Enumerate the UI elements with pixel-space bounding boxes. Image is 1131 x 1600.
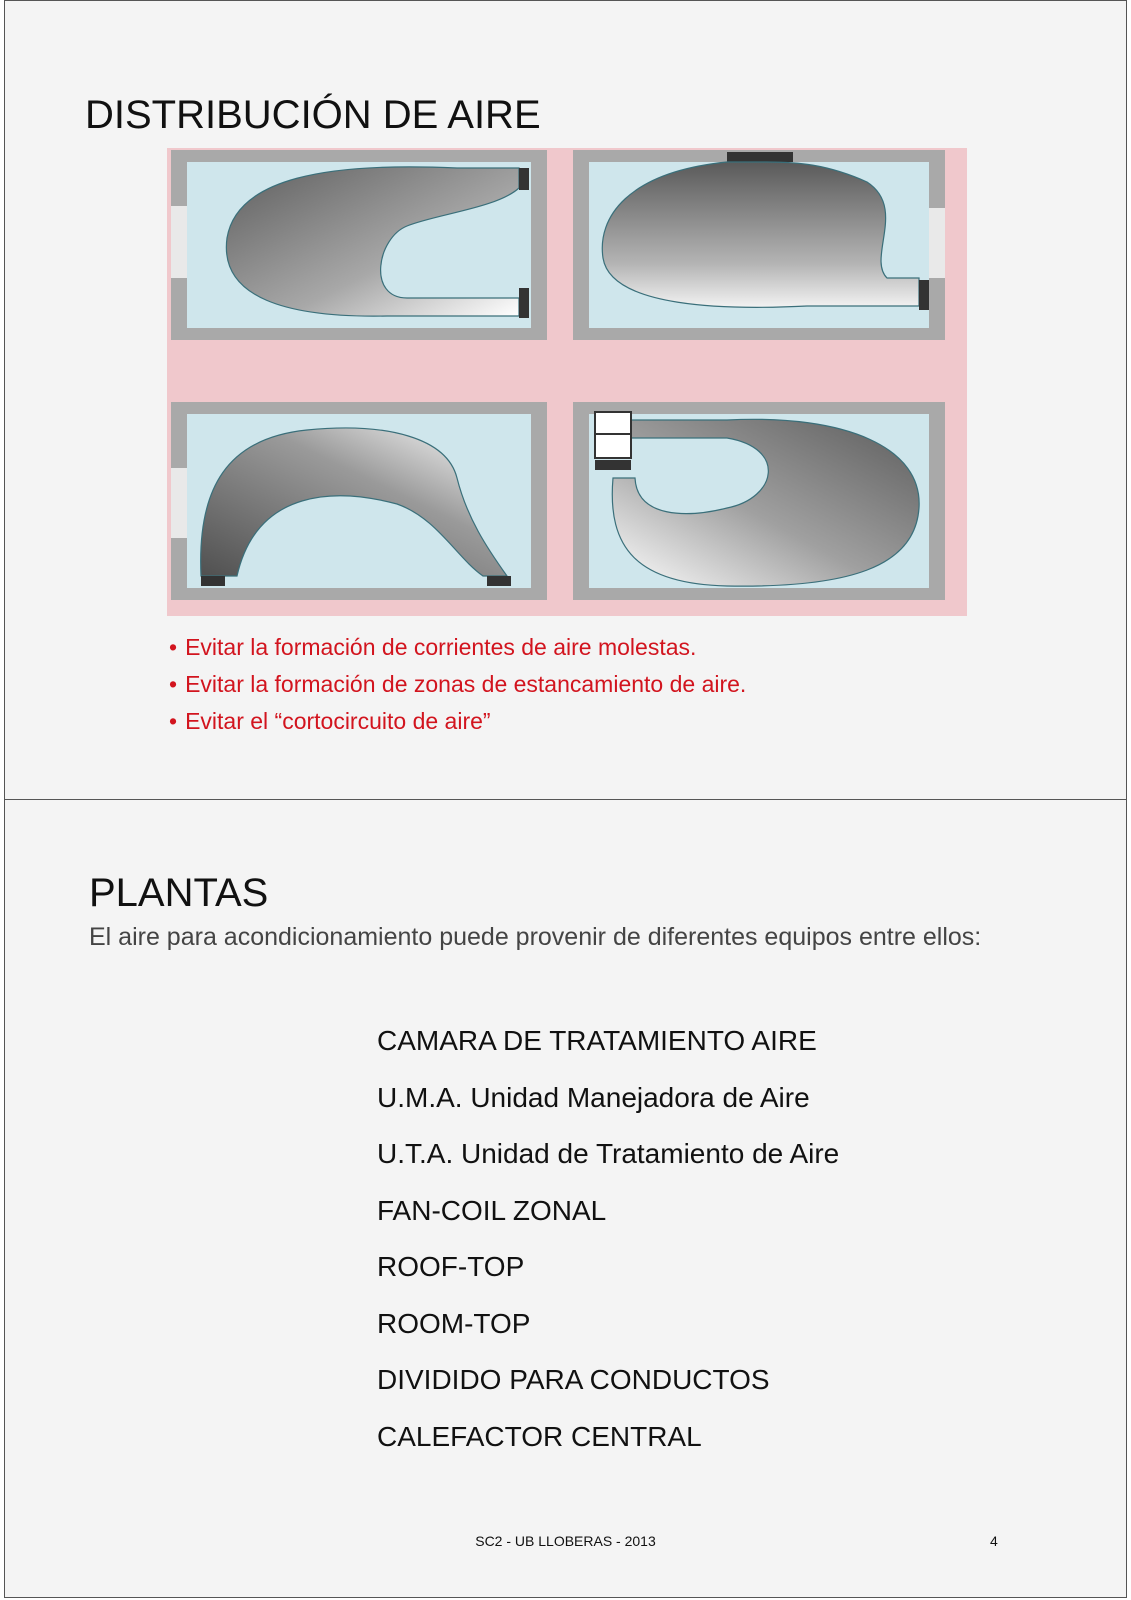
equipment-item: ROOM-TOP [377, 1307, 531, 1339]
room-top-right [573, 150, 945, 340]
slide-plantas [4, 799, 1127, 1598]
equipment-item: U.T.A. Unidad de Tratamiento de Aire [377, 1138, 840, 1169]
bullet-item: • Evitar la formación de corrientes de aire molestas. [169, 629, 746, 666]
slide-distribucion-aire [4, 0, 1127, 800]
equipment-item: CALEFACTOR CENTRAL [377, 1420, 702, 1452]
equipment-item: FAN-COIL ZONAL [377, 1194, 607, 1226]
bullet-item: • Evitar la formación de zonas de estancamiento de aire. [169, 666, 746, 703]
air-distribution-figure [167, 148, 967, 616]
room-top-left [171, 150, 547, 340]
intro-text: El aire para acondicionamiento puede provenir de diferentes equipos entre ellos: [89, 923, 982, 951]
equipment-list [377, 1013, 839, 1465]
room-bottom-right [573, 402, 945, 600]
bullet-list [169, 629, 746, 740]
slide-title: PLANTAS [89, 871, 269, 915]
equipment-item: ROOF-TOP [377, 1251, 525, 1282]
equipment-item: DIVIDIDO PARA CONDUCTOS [377, 1364, 770, 1395]
room-bottom-left [171, 402, 547, 600]
slide-title: DISTRIBUCIÓN DE AIRE [85, 93, 541, 137]
equipment-item: U.M.A. Unidad Manejadora de Aire [377, 1081, 810, 1113]
bullet-item: • Evitar el “cortocircuito de aire” [169, 703, 746, 740]
footer-text: SC2 - UB LLOBERAS - 2013 [475, 1533, 656, 1549]
equipment-item: CAMARA DE TRATAMIENTO AIRE [377, 1025, 817, 1056]
page-number: 4 [990, 1533, 998, 1549]
